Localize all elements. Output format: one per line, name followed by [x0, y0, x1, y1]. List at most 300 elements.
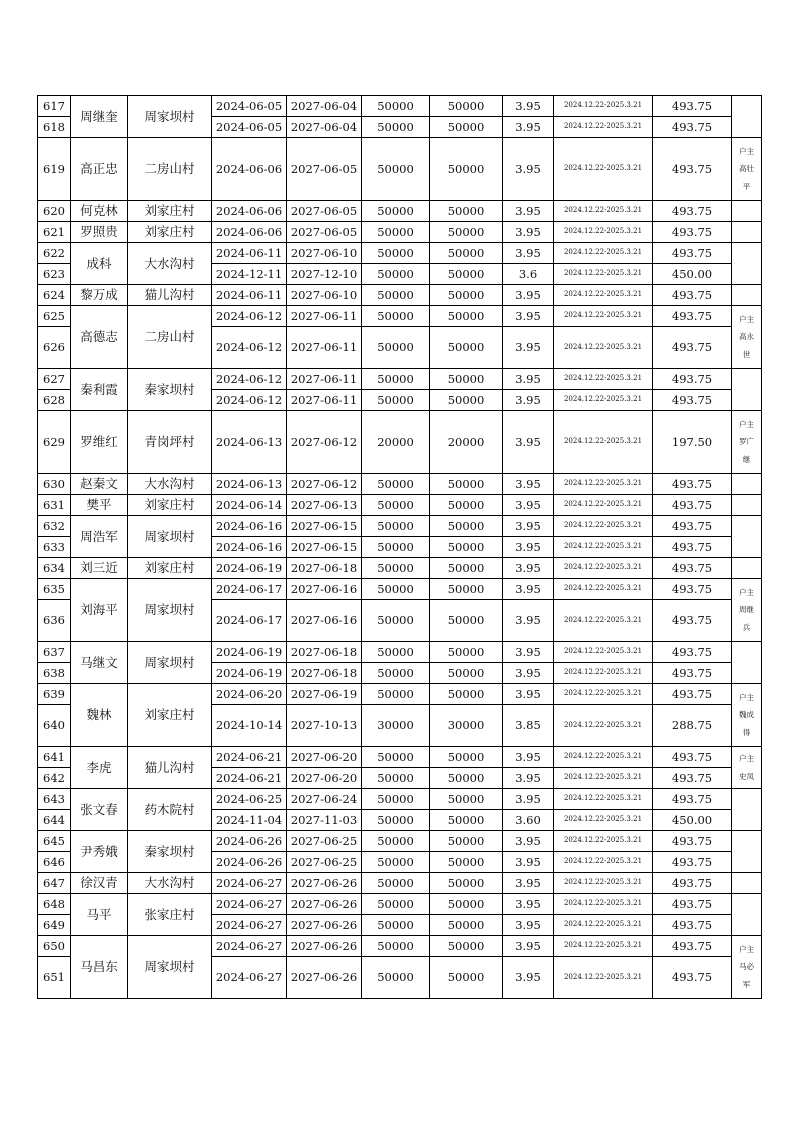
remark-line: 军 [742, 979, 751, 989]
interest-period-cell: 2024.12.22-2025.3.21 [554, 264, 653, 285]
subsidy-amount-cell: 493.75 [653, 600, 732, 642]
village-cell: 刘家庄村 [128, 495, 212, 516]
end-date-cell: 2027-06-18 [287, 558, 362, 579]
row-number-cell: 628 [38, 390, 71, 411]
subsidy-amount-cell: 493.75 [653, 495, 732, 516]
subsidy-amount-cell: 493.75 [653, 96, 732, 117]
loan-amount-cell: 50000 [362, 747, 430, 768]
village-cell: 秦家坝村 [128, 369, 212, 411]
village-cell: 刘家庄村 [128, 684, 212, 747]
loan-balance-cell: 50000 [430, 810, 503, 831]
start-date-cell: 2024-06-16 [212, 537, 287, 558]
remark-line: 史凤 [739, 771, 754, 781]
remark-cell [732, 222, 762, 243]
row-number-cell: 645 [38, 831, 71, 852]
row-number-cell: 637 [38, 642, 71, 663]
end-date-cell: 2027-11-03 [287, 810, 362, 831]
start-date-cell: 2024-06-27 [212, 894, 287, 915]
start-date-cell: 2024-11-04 [212, 810, 287, 831]
start-date-cell: 2024-06-06 [212, 201, 287, 222]
end-date-cell: 2027-06-11 [287, 327, 362, 369]
loan-amount-cell: 50000 [362, 768, 430, 789]
subsidy-amount-cell: 493.75 [653, 201, 732, 222]
table-row [38, 642, 762, 663]
loan-balance-cell: 50000 [430, 789, 503, 810]
row-number-cell: 650 [38, 936, 71, 957]
row-number-cell: 626 [38, 327, 71, 369]
loan-amount-cell: 50000 [362, 96, 430, 117]
borrower-name-cell: 刘三近 [71, 558, 128, 579]
interest-rate-cell: 3.95 [503, 243, 554, 264]
loan-amount-cell: 50000 [362, 222, 430, 243]
loan-balance-cell: 50000 [430, 138, 503, 201]
interest-period-cell: 2024.12.22-2025.3.21 [554, 201, 653, 222]
village-cell: 二房山村 [128, 306, 212, 369]
remark-cell [732, 474, 762, 495]
remark-line: 罗广 [739, 437, 754, 447]
end-date-cell: 2027-06-16 [287, 600, 362, 642]
interest-rate-cell: 3.95 [503, 558, 554, 579]
loan-amount-cell: 50000 [362, 243, 430, 264]
loan-amount-cell: 50000 [362, 306, 430, 327]
subsidy-amount-cell: 493.75 [653, 474, 732, 495]
loan-amount-cell: 50000 [362, 516, 430, 537]
end-date-cell: 2027-06-26 [287, 957, 362, 999]
village-cell: 周家坝村 [128, 579, 212, 642]
village-cell: 周家坝村 [128, 936, 212, 999]
interest-rate-cell: 3.95 [503, 663, 554, 684]
interest-rate-cell: 3.6 [503, 264, 554, 285]
row-number-cell: 649 [38, 915, 71, 936]
remark-line: 兵 [742, 622, 751, 632]
interest-rate-cell: 3.95 [503, 789, 554, 810]
loan-amount-cell: 30000 [362, 705, 430, 747]
borrower-name-cell: 成科 [71, 243, 128, 285]
start-date-cell: 2024-06-19 [212, 558, 287, 579]
start-date-cell: 2024-06-13 [212, 411, 287, 474]
start-date-cell: 2024-06-12 [212, 327, 287, 369]
loan-balance-cell: 50000 [430, 936, 503, 957]
interest-period-cell: 2024.12.22-2025.3.21 [554, 369, 653, 390]
subsidy-amount-cell: 493.75 [653, 243, 732, 264]
loan-balance-cell: 50000 [430, 243, 503, 264]
loan-amount-cell: 50000 [362, 600, 430, 642]
interest-period-cell: 2024.12.22-2025.3.21 [554, 138, 653, 201]
interest-period-cell: 2024.12.22-2025.3.21 [554, 642, 653, 663]
loan-balance-cell: 50000 [430, 600, 503, 642]
end-date-cell: 2027-06-10 [287, 285, 362, 306]
interest-period-cell: 2024.12.22-2025.3.21 [554, 96, 653, 117]
loan-amount-cell: 50000 [362, 117, 430, 138]
end-date-cell: 2027-06-11 [287, 369, 362, 390]
row-number-cell: 625 [38, 306, 71, 327]
loan-balance-cell: 50000 [430, 327, 503, 369]
table-row [38, 285, 762, 306]
village-cell: 大水沟村 [128, 243, 212, 285]
interest-period-cell: 2024.12.22-2025.3.21 [554, 474, 653, 495]
end-date-cell: 2027-06-11 [287, 306, 362, 327]
loan-amount-cell: 50000 [362, 936, 430, 957]
interest-period-cell: 2024.12.22-2025.3.21 [554, 873, 653, 894]
start-date-cell: 2024-06-27 [212, 873, 287, 894]
table-row [38, 936, 762, 957]
end-date-cell: 2027-06-20 [287, 768, 362, 789]
interest-period-cell: 2024.12.22-2025.3.21 [554, 117, 653, 138]
remark-cell [732, 936, 762, 999]
remark-line: 魏成 [739, 710, 754, 720]
village-cell: 大水沟村 [128, 873, 212, 894]
start-date-cell: 2024-06-21 [212, 768, 287, 789]
start-date-cell: 2024-06-11 [212, 285, 287, 306]
village-cell: 刘家庄村 [128, 558, 212, 579]
interest-rate-cell: 3.95 [503, 474, 554, 495]
loan-balance-cell: 50000 [430, 495, 503, 516]
subsidy-amount-cell: 493.75 [653, 663, 732, 684]
subsidy-amount-cell: 493.75 [653, 768, 732, 789]
village-cell: 大水沟村 [128, 474, 212, 495]
row-number-cell: 643 [38, 789, 71, 810]
interest-period-cell: 2024.12.22-2025.3.21 [554, 285, 653, 306]
subsidy-amount-cell: 493.75 [653, 285, 732, 306]
end-date-cell: 2027-06-25 [287, 852, 362, 873]
end-date-cell: 2027-06-26 [287, 936, 362, 957]
subsidy-amount-cell: 493.75 [653, 138, 732, 201]
loan-amount-cell: 50000 [362, 327, 430, 369]
loan-balance-cell: 50000 [430, 852, 503, 873]
interest-rate-cell: 3.95 [503, 537, 554, 558]
remark-line: 周继 [739, 605, 754, 615]
borrower-name-cell: 魏林 [71, 684, 128, 747]
loan-amount-cell: 50000 [362, 831, 430, 852]
interest-period-cell: 2024.12.22-2025.3.21 [554, 558, 653, 579]
loan-balance-cell: 50000 [430, 768, 503, 789]
loan-balance-cell: 50000 [430, 642, 503, 663]
remark-cell [732, 138, 762, 201]
loan-balance-cell: 50000 [430, 222, 503, 243]
end-date-cell: 2027-06-15 [287, 516, 362, 537]
subsidy-amount-cell: 493.75 [653, 369, 732, 390]
row-number-cell: 630 [38, 474, 71, 495]
remark-cell [732, 306, 762, 369]
loan-balance-cell: 50000 [430, 96, 503, 117]
loan-balance-cell: 30000 [430, 705, 503, 747]
village-cell: 刘家庄村 [128, 222, 212, 243]
interest-rate-cell: 3.95 [503, 327, 554, 369]
borrower-name-cell: 罗维红 [71, 411, 128, 474]
loan-balance-cell: 20000 [430, 411, 503, 474]
interest-period-cell: 2024.12.22-2025.3.21 [554, 810, 653, 831]
remark-line: 户主 [739, 945, 754, 955]
end-date-cell: 2027-06-11 [287, 390, 362, 411]
village-cell: 药木院村 [128, 789, 212, 831]
subsidy-amount-cell: 197.50 [653, 411, 732, 474]
borrower-name-cell: 马昌东 [71, 936, 128, 999]
remark-cell [732, 873, 762, 894]
interest-rate-cell: 3.95 [503, 411, 554, 474]
row-number-cell: 640 [38, 705, 71, 747]
interest-rate-cell: 3.95 [503, 138, 554, 201]
subsidy-amount-cell: 493.75 [653, 873, 732, 894]
table-body [38, 96, 762, 999]
borrower-name-cell: 李虎 [71, 747, 128, 789]
interest-rate-cell: 3.95 [503, 600, 554, 642]
subsidy-amount-cell: 493.75 [653, 516, 732, 537]
end-date-cell: 2027-06-16 [287, 579, 362, 600]
remark-cell [732, 684, 762, 747]
table-row [38, 747, 762, 768]
end-date-cell: 2027-06-04 [287, 96, 362, 117]
start-date-cell: 2024-06-19 [212, 642, 287, 663]
start-date-cell: 2024-06-16 [212, 516, 287, 537]
start-date-cell: 2024-06-19 [212, 663, 287, 684]
end-date-cell: 2027-06-26 [287, 915, 362, 936]
borrower-name-cell: 罗照贵 [71, 222, 128, 243]
remark-cell [732, 747, 762, 789]
table-row [38, 201, 762, 222]
remark-cell [732, 789, 762, 831]
interest-rate-cell: 3.95 [503, 390, 554, 411]
interest-rate-cell: 3.95 [503, 957, 554, 999]
interest-period-cell: 2024.12.22-2025.3.21 [554, 936, 653, 957]
interest-period-cell: 2024.12.22-2025.3.21 [554, 600, 653, 642]
interest-period-cell: 2024.12.22-2025.3.21 [554, 831, 653, 852]
remark-line: 得 [742, 727, 751, 737]
remark-line: 户主 [739, 693, 754, 703]
end-date-cell: 2027-06-12 [287, 474, 362, 495]
row-number-cell: 641 [38, 747, 71, 768]
interest-period-cell: 2024.12.22-2025.3.21 [554, 222, 653, 243]
table-row [38, 306, 762, 327]
subsidy-amount-cell: 493.75 [653, 558, 732, 579]
end-date-cell: 2027-06-05 [287, 222, 362, 243]
borrower-name-cell: 尹秀娥 [71, 831, 128, 873]
loan-amount-cell: 50000 [362, 558, 430, 579]
village-cell: 周家坝村 [128, 96, 212, 138]
start-date-cell: 2024-06-13 [212, 474, 287, 495]
loan-amount-cell: 50000 [362, 579, 430, 600]
subsidy-amount-cell: 493.75 [653, 117, 732, 138]
end-date-cell: 2027-06-26 [287, 894, 362, 915]
end-date-cell: 2027-12-10 [287, 264, 362, 285]
subsidy-amount-cell: 493.75 [653, 894, 732, 915]
start-date-cell: 2024-06-17 [212, 579, 287, 600]
subsidy-amount-cell: 493.75 [653, 915, 732, 936]
interest-rate-cell: 3.95 [503, 516, 554, 537]
row-number-cell: 632 [38, 516, 71, 537]
remark-cell [732, 411, 762, 474]
loan-balance-cell: 50000 [430, 831, 503, 852]
start-date-cell: 2024-06-05 [212, 117, 287, 138]
row-number-cell: 622 [38, 243, 71, 264]
village-cell: 秦家坝村 [128, 831, 212, 873]
village-cell: 猫儿沟村 [128, 285, 212, 306]
remark-line: 户主 [739, 420, 754, 430]
table-row [38, 684, 762, 705]
interest-period-cell: 2024.12.22-2025.3.21 [554, 768, 653, 789]
end-date-cell: 2027-06-05 [287, 138, 362, 201]
subsidy-amount-cell: 450.00 [653, 810, 732, 831]
row-number-cell: 647 [38, 873, 71, 894]
remark-cell [732, 96, 762, 138]
remark-cell [732, 516, 762, 558]
borrower-name-cell: 张文春 [71, 789, 128, 831]
table-row [38, 369, 762, 390]
start-date-cell: 2024-06-27 [212, 957, 287, 999]
loan-balance-cell: 50000 [430, 117, 503, 138]
interest-period-cell: 2024.12.22-2025.3.21 [554, 390, 653, 411]
subsidy-amount-cell: 493.75 [653, 936, 732, 957]
row-number-cell: 623 [38, 264, 71, 285]
interest-period-cell: 2024.12.22-2025.3.21 [554, 306, 653, 327]
loan-amount-cell: 50000 [362, 894, 430, 915]
village-cell: 刘家庄村 [128, 201, 212, 222]
loan-amount-cell: 50000 [362, 852, 430, 873]
row-number-cell: 631 [38, 495, 71, 516]
interest-period-cell: 2024.12.22-2025.3.21 [554, 747, 653, 768]
remark-cell [732, 243, 762, 285]
end-date-cell: 2027-06-12 [287, 411, 362, 474]
interest-rate-cell: 3.95 [503, 285, 554, 306]
start-date-cell: 2024-06-21 [212, 747, 287, 768]
loan-amount-cell: 50000 [362, 810, 430, 831]
loan-amount-cell: 50000 [362, 642, 430, 663]
interest-rate-cell: 3.95 [503, 915, 554, 936]
interest-rate-cell: 3.95 [503, 873, 554, 894]
table-row [38, 96, 762, 117]
end-date-cell: 2027-06-19 [287, 684, 362, 705]
interest-rate-cell: 3.95 [503, 201, 554, 222]
interest-period-cell: 2024.12.22-2025.3.21 [554, 516, 653, 537]
start-date-cell: 2024-10-14 [212, 705, 287, 747]
table-row [38, 138, 762, 201]
interest-period-cell: 2024.12.22-2025.3.21 [554, 579, 653, 600]
borrower-name-cell: 周浩军 [71, 516, 128, 558]
end-date-cell: 2027-06-10 [287, 243, 362, 264]
loan-amount-cell: 50000 [362, 915, 430, 936]
interest-period-cell: 2024.12.22-2025.3.21 [554, 411, 653, 474]
loan-balance-cell: 50000 [430, 873, 503, 894]
subsidy-amount-cell: 288.75 [653, 705, 732, 747]
row-number-cell: 644 [38, 810, 71, 831]
village-cell: 猫儿沟村 [128, 747, 212, 789]
loan-balance-cell: 50000 [430, 747, 503, 768]
remark-cell [732, 579, 762, 642]
loan-amount-cell: 50000 [362, 201, 430, 222]
end-date-cell: 2027-06-18 [287, 663, 362, 684]
interest-rate-cell: 3.95 [503, 642, 554, 663]
loan-amount-cell: 50000 [362, 474, 430, 495]
interest-rate-cell: 3.95 [503, 495, 554, 516]
borrower-name-cell: 秦利霞 [71, 369, 128, 411]
start-date-cell: 2024-06-12 [212, 390, 287, 411]
interest-rate-cell: 3.95 [503, 369, 554, 390]
end-date-cell: 2027-06-25 [287, 831, 362, 852]
table-row [38, 516, 762, 537]
table-row [38, 243, 762, 264]
remark-cell [732, 642, 762, 684]
loan-balance-cell: 50000 [430, 894, 503, 915]
loan-balance-cell: 50000 [430, 537, 503, 558]
row-number-cell: 621 [38, 222, 71, 243]
interest-period-cell: 2024.12.22-2025.3.21 [554, 537, 653, 558]
end-date-cell: 2027-10-13 [287, 705, 362, 747]
subsidy-amount-cell: 493.75 [653, 327, 732, 369]
village-cell: 周家坝村 [128, 516, 212, 558]
end-date-cell: 2027-06-24 [287, 789, 362, 810]
row-number-cell: 638 [38, 663, 71, 684]
interest-period-cell: 2024.12.22-2025.3.21 [554, 327, 653, 369]
loan-amount-cell: 50000 [362, 663, 430, 684]
borrower-name-cell: 高正忠 [71, 138, 128, 201]
interest-period-cell: 2024.12.22-2025.3.21 [554, 705, 653, 747]
interest-period-cell: 2024.12.22-2025.3.21 [554, 789, 653, 810]
loan-amount-cell: 20000 [362, 411, 430, 474]
interest-rate-cell: 3.95 [503, 96, 554, 117]
subsidy-amount-cell: 493.75 [653, 789, 732, 810]
row-number-cell: 651 [38, 957, 71, 999]
start-date-cell: 2024-06-11 [212, 243, 287, 264]
row-number-cell: 648 [38, 894, 71, 915]
subsidy-amount-cell: 493.75 [653, 537, 732, 558]
interest-rate-cell: 3.95 [503, 117, 554, 138]
remark-line: 户主 [739, 147, 754, 157]
start-date-cell: 2024-06-20 [212, 684, 287, 705]
interest-rate-cell: 3.95 [503, 684, 554, 705]
remark-line: 户主 [739, 315, 754, 325]
interest-rate-cell: 3.95 [503, 747, 554, 768]
remark-line: 继 [742, 454, 751, 464]
interest-period-cell: 2024.12.22-2025.3.21 [554, 894, 653, 915]
borrower-name-cell: 马平 [71, 894, 128, 936]
interest-period-cell: 2024.12.22-2025.3.21 [554, 243, 653, 264]
interest-rate-cell: 3.95 [503, 894, 554, 915]
row-number-cell: 636 [38, 600, 71, 642]
remark-line: 马必 [739, 962, 754, 972]
start-date-cell: 2024-06-25 [212, 789, 287, 810]
loan-amount-cell: 50000 [362, 285, 430, 306]
loan-balance-cell: 50000 [430, 264, 503, 285]
loan-amount-cell: 50000 [362, 495, 430, 516]
remark-cell [732, 201, 762, 222]
row-number-cell: 618 [38, 117, 71, 138]
end-date-cell: 2027-06-13 [287, 495, 362, 516]
interest-period-cell: 2024.12.22-2025.3.21 [554, 915, 653, 936]
start-date-cell: 2024-06-12 [212, 306, 287, 327]
borrower-name-cell: 周继奎 [71, 96, 128, 138]
interest-rate-cell: 3.95 [503, 579, 554, 600]
loan-amount-cell: 50000 [362, 873, 430, 894]
interest-rate-cell: 3.95 [503, 306, 554, 327]
loan-balance-cell: 50000 [430, 684, 503, 705]
interest-rate-cell: 3.95 [503, 852, 554, 873]
table-row [38, 789, 762, 810]
loan-amount-cell: 50000 [362, 957, 430, 999]
row-number-cell: 635 [38, 579, 71, 600]
subsidy-amount-cell: 493.75 [653, 747, 732, 768]
remark-cell [732, 558, 762, 579]
start-date-cell: 2024-06-17 [212, 600, 287, 642]
start-date-cell: 2024-06-14 [212, 495, 287, 516]
loan-amount-cell: 50000 [362, 789, 430, 810]
borrower-name-cell: 赵秦文 [71, 474, 128, 495]
remark-cell [732, 285, 762, 306]
end-date-cell: 2027-06-26 [287, 873, 362, 894]
loan-balance-cell: 50000 [430, 390, 503, 411]
borrower-name-cell: 马继文 [71, 642, 128, 684]
loan-balance-cell: 50000 [430, 369, 503, 390]
row-number-cell: 646 [38, 852, 71, 873]
row-number-cell: 634 [38, 558, 71, 579]
